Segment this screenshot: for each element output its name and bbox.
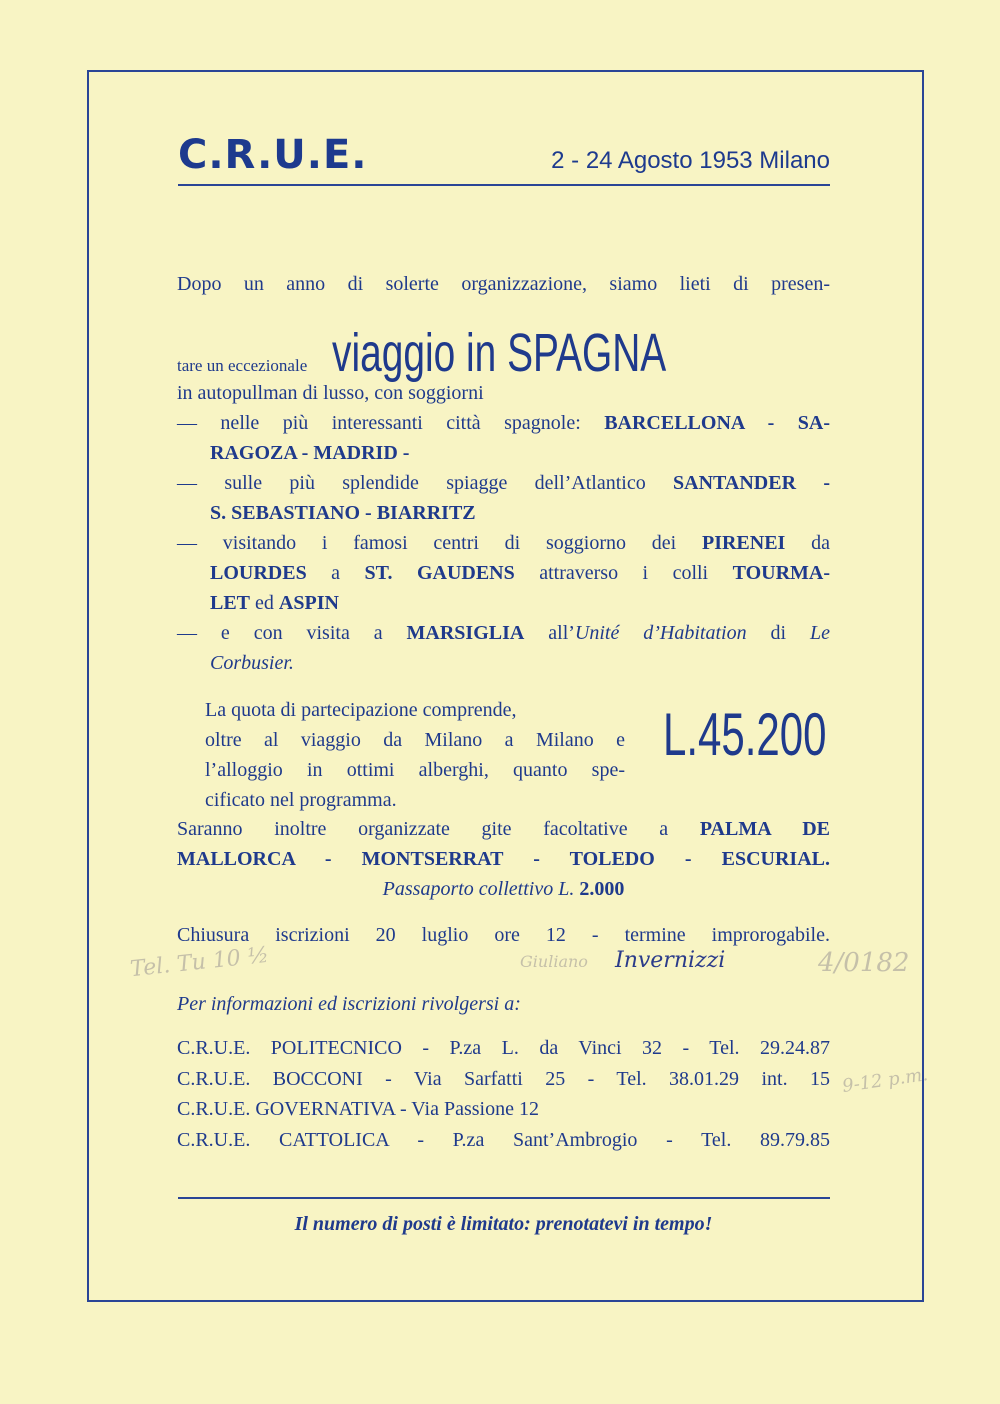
contact-line — [177, 1097, 830, 1121]
price: L.45.200 — [663, 701, 827, 768]
itinerary-line-segment: TOURMA- — [732, 562, 830, 584]
itinerary-line-segment: Le — [810, 622, 830, 644]
intro-line: Dopo un anno di solerte organizzazione, siamo lieti di presen- — [177, 273, 830, 295]
itinerary-line-segment: SANTANDER - — [673, 472, 831, 494]
contact-line-segment: C.R.U.E. GOVERNATIVA - Via Passione 12 — [177, 1098, 539, 1120]
itinerary-line-segment: ASPIN — [278, 592, 339, 614]
itinerary-line-segment: S. SEBASTIANO - BIARRITZ — [210, 502, 476, 524]
contact-line — [177, 1067, 830, 1091]
itinerary-line — [177, 531, 830, 555]
itinerary-line — [177, 411, 830, 435]
quota-line: La quota di partecipazione comprende, — [205, 699, 517, 721]
headline: viaggio in SPAGNA — [331, 323, 666, 383]
itinerary-line-segment: — sulle più splendide spiagge dell’Atlantico — [177, 472, 674, 494]
excursion-line — [177, 877, 830, 901]
info-heading: Per informazioni ed iscrizioni rivolgersi a: — [177, 993, 521, 1015]
organization-title: C.R.U.E. — [178, 132, 368, 178]
itinerary-line-segment: all’ — [524, 622, 575, 644]
itinerary-line-segment: PIRENEI — [701, 532, 786, 554]
closing-date: Chiusura iscrizioni 20 luglio ore 12 - termine improrogabile. — [177, 924, 830, 946]
itinerary-line-segment: LET — [210, 592, 251, 614]
contact-line — [177, 1128, 830, 1152]
itinerary-line — [177, 471, 830, 495]
excursion-line — [177, 817, 830, 841]
handwritten-signature: Invernizzi — [615, 948, 726, 973]
itinerary-line-segment: — visitando i famosi centri di soggiorno dei — [177, 532, 702, 554]
itinerary-line-segment: Unité d’Habitation — [574, 622, 747, 644]
itinerary-line-segment: Corbusier. — [210, 652, 294, 674]
excursion-line-segment: 2.000 — [579, 878, 625, 900]
handwritten-note: Tel. Tu 10 ½ — [129, 942, 271, 983]
contact-line-segment: C.R.U.E. CATTOLICA - P.za Sant’Ambrogio - Tel. 89.79.85 — [177, 1128, 830, 1151]
handwritten-note: 4/0182 — [818, 948, 910, 978]
itinerary-line-segment: BARCELLONA - SA- — [604, 412, 830, 434]
excursion-line-segment: Passaporto collettivo L. — [382, 878, 580, 900]
itinerary-line-segment: — e con visita a — [177, 622, 407, 644]
quota-line: oltre al viaggio da Milano a Milano e — [205, 729, 625, 751]
itinerary-line — [177, 381, 830, 405]
itinerary-line-segment: MARSIGLIA — [406, 622, 525, 644]
itinerary-line-segment: ST. GAUDENS — [364, 562, 515, 584]
excursion-line-segment: PALMA DE — [699, 818, 830, 840]
itinerary-line — [210, 441, 830, 465]
event-date: 2 - 24 Agosto 1953 Milano — [551, 147, 830, 174]
quota-line: cificato nel programma. — [205, 789, 397, 811]
excursion-line — [177, 847, 830, 871]
excursion-line-segment: MALLORCA - MONTSERRAT - TOLEDO - ESCURIAL. — [177, 848, 830, 870]
quota-line: l’alloggio in ottimi alberghi, quanto spe- — [205, 759, 625, 781]
itinerary-line-segment: RAGOZA - MADRID - — [210, 442, 410, 464]
handwritten-note: Giuliano — [520, 952, 588, 971]
contact-line — [177, 1036, 830, 1060]
itinerary-line-segment: ed — [250, 592, 279, 614]
itinerary-line-segment: — nelle più interessanti città spagnole: — [177, 412, 605, 434]
itinerary-line-segment: LOURDES — [210, 562, 307, 584]
itinerary-line-segment: da — [785, 532, 830, 554]
footer-note: Il numero di posti è limitato: prenotatevi in tempo! — [294, 1213, 713, 1235]
contact-line-segment: C.R.U.E. BOCCONI - Via Sarfatti 25 - Tel. 38.01.29 int. 15 — [177, 1067, 830, 1090]
handwritten-note: 9-12 p.m. — [840, 1064, 930, 1097]
itinerary-line-segment: di — [746, 622, 810, 644]
itinerary-line-segment: attraverso i colli — [514, 562, 733, 584]
excursion-line-segment: Saranno inoltre organizzate gite facoltative a — [177, 818, 700, 840]
itinerary-line — [210, 501, 830, 525]
itinerary-line-segment: in autopullman di lusso, con soggiorni — [177, 382, 484, 404]
itinerary-line — [210, 561, 830, 585]
headline-line — [177, 322, 796, 384]
headline-lead: tare un eccezionale — [177, 356, 308, 375]
itinerary-line — [177, 621, 830, 645]
itinerary-line — [210, 651, 830, 675]
contact-line-segment: C.R.U.E. POLITECNICO - P.za L. da Vinci 32 - Tel. 29.24.87 — [177, 1037, 830, 1059]
footer-rule — [178, 1197, 830, 1199]
itinerary-line-segment: a — [306, 562, 365, 584]
header-rule — [178, 184, 830, 186]
itinerary-line — [210, 591, 830, 615]
